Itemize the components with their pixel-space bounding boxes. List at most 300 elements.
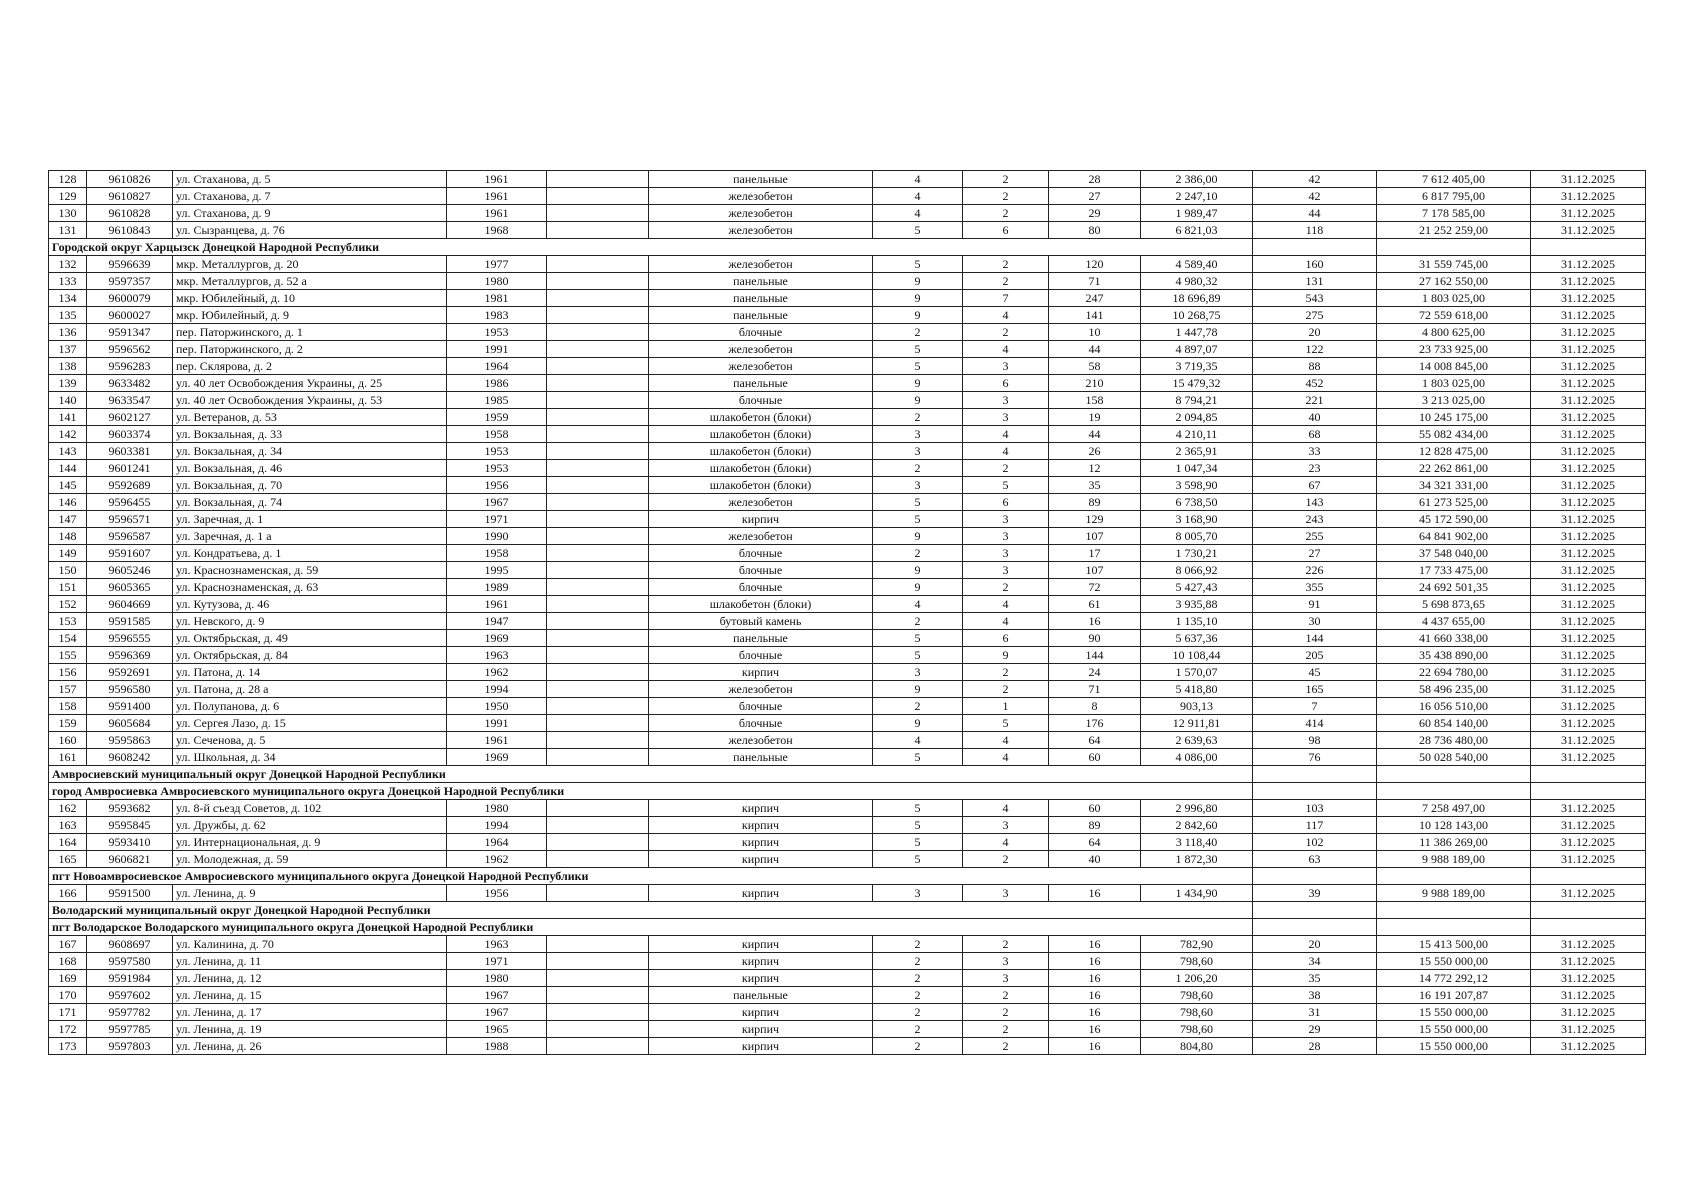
row-number-cell: 158 [49, 698, 87, 715]
area-cell: 2 094,85 [1141, 409, 1253, 426]
table-row [49, 630, 1646, 647]
deadline-cell: 31.12.2025 [1531, 698, 1646, 715]
registry-id-cell: 9597602 [87, 987, 173, 1004]
registry-id-cell: 9591984 [87, 970, 173, 987]
table-row [49, 511, 1646, 528]
apartments-cell: 24 [1049, 664, 1141, 681]
year-built-cell: 1969 [447, 630, 547, 647]
wall-material-cell: панельные [649, 749, 873, 766]
deadline-cell: 31.12.2025 [1531, 477, 1646, 494]
row-number-cell: 133 [49, 273, 87, 290]
year-built-cell: 1995 [447, 562, 547, 579]
entrances-cell: 3 [963, 545, 1049, 562]
registry-id-cell: 9610826 [87, 171, 173, 188]
empty-column-cell [547, 732, 649, 749]
empty-column-cell [547, 715, 649, 732]
year-built-cell: 1964 [447, 358, 547, 375]
wall-material-cell: железобетон [649, 494, 873, 511]
entrances-cell: 5 [963, 477, 1049, 494]
cost-cell: 3 213 025,00 [1377, 392, 1531, 409]
empty-column-cell [547, 987, 649, 1004]
address-cell: ул. Ленина, д. 11 [173, 953, 447, 970]
area-cell: 3 719,35 [1141, 358, 1253, 375]
entrances-cell: 3 [963, 953, 1049, 970]
entrances-cell: 4 [963, 800, 1049, 817]
empty-column-cell [547, 630, 649, 647]
deadline-cell: 31.12.2025 [1531, 562, 1646, 579]
cost-cell: 7 258 497,00 [1377, 800, 1531, 817]
address-cell: ул. Ленина, д. 17 [173, 1004, 447, 1021]
cost-cell: 31 559 745,00 [1377, 256, 1531, 273]
section-blank-cell [1253, 919, 1377, 936]
empty-column-cell [547, 290, 649, 307]
year-built-cell: 1991 [447, 341, 547, 358]
cost-cell: 10 245 175,00 [1377, 409, 1531, 426]
row-number-cell: 155 [49, 647, 87, 664]
row-number-cell: 154 [49, 630, 87, 647]
registry-id-cell: 9604669 [87, 596, 173, 613]
area-cell: 798,60 [1141, 1004, 1253, 1021]
apartments-cell: 141 [1049, 307, 1141, 324]
apartments-cell: 80 [1049, 222, 1141, 239]
year-built-cell: 1962 [447, 664, 547, 681]
table-row [49, 545, 1646, 562]
address-cell: ул. Вокзальная, д. 33 [173, 426, 447, 443]
wall-material-cell: шлакобетон (блоки) [649, 596, 873, 613]
entrances-cell: 3 [963, 562, 1049, 579]
floors-cell: 9 [873, 273, 963, 290]
address-cell: ул. 40 лет Освобождения Украины, д. 53 [173, 392, 447, 409]
entrances-cell: 2 [963, 256, 1049, 273]
apartments-cell: 12 [1049, 460, 1141, 477]
section-header-row [49, 783, 1646, 800]
year-built-cell: 1962 [447, 851, 547, 868]
year-built-cell: 1953 [447, 460, 547, 477]
floors-cell: 5 [873, 358, 963, 375]
table-row [49, 494, 1646, 511]
floors-cell: 2 [873, 613, 963, 630]
year-built-cell: 1989 [447, 579, 547, 596]
residents-cell: 275 [1253, 307, 1377, 324]
area-cell: 8 005,70 [1141, 528, 1253, 545]
year-built-cell: 1961 [447, 188, 547, 205]
apartments-cell: 16 [1049, 1021, 1141, 1038]
apartments-cell: 90 [1049, 630, 1141, 647]
deadline-cell: 31.12.2025 [1531, 290, 1646, 307]
area-cell: 798,60 [1141, 1021, 1253, 1038]
entrances-cell: 4 [963, 596, 1049, 613]
residents-cell: 76 [1253, 749, 1377, 766]
apartments-cell: 35 [1049, 477, 1141, 494]
section-blank-cell [1531, 239, 1646, 256]
year-built-cell: 1956 [447, 477, 547, 494]
empty-column-cell [547, 1004, 649, 1021]
area-cell: 18 696,89 [1141, 290, 1253, 307]
residents-cell: 20 [1253, 936, 1377, 953]
area-cell: 1 135,10 [1141, 613, 1253, 630]
registry-id-cell: 9592691 [87, 664, 173, 681]
residents-cell: 28 [1253, 1038, 1377, 1055]
section-title: пгт Новоамвросиевское Амвросиевского муниципального округа Донецкой Народной Республики [49, 868, 1141, 885]
floors-cell: 4 [873, 596, 963, 613]
registry-id-cell: 9596369 [87, 647, 173, 664]
residents-cell: 31 [1253, 1004, 1377, 1021]
wall-material-cell: кирпич [649, 885, 873, 902]
residents-cell: 118 [1253, 222, 1377, 239]
apartments-cell: 16 [1049, 936, 1141, 953]
address-cell: ул. Заречная, д. 1 а [173, 528, 447, 545]
entrances-cell: 4 [963, 443, 1049, 460]
residents-cell: 131 [1253, 273, 1377, 290]
section-blank-cell [1253, 783, 1377, 800]
registry-id-cell: 9591400 [87, 698, 173, 715]
row-number-cell: 163 [49, 817, 87, 834]
deadline-cell: 31.12.2025 [1531, 834, 1646, 851]
empty-column-cell [547, 171, 649, 188]
residents-cell: 29 [1253, 1021, 1377, 1038]
apartments-cell: 29 [1049, 205, 1141, 222]
housing-register-table [48, 170, 1646, 1055]
area-cell: 1 989,47 [1141, 205, 1253, 222]
area-cell: 2 247,10 [1141, 188, 1253, 205]
wall-material-cell: блочные [649, 392, 873, 409]
empty-column-cell [547, 936, 649, 953]
year-built-cell: 1961 [447, 596, 547, 613]
empty-column-cell [547, 358, 649, 375]
entrances-cell: 2 [963, 188, 1049, 205]
entrances-cell: 3 [963, 817, 1049, 834]
section-blank-cell [1141, 766, 1253, 783]
registry-id-cell: 9603381 [87, 443, 173, 460]
section-header-row [49, 919, 1646, 936]
registry-id-cell: 9603374 [87, 426, 173, 443]
section-blank-cell [1141, 902, 1253, 919]
year-built-cell: 1991 [447, 715, 547, 732]
apartments-cell: 16 [1049, 987, 1141, 1004]
residents-cell: 165 [1253, 681, 1377, 698]
residents-cell: 144 [1253, 630, 1377, 647]
floors-cell: 5 [873, 222, 963, 239]
deadline-cell: 31.12.2025 [1531, 188, 1646, 205]
apartments-cell: 16 [1049, 1004, 1141, 1021]
empty-column-cell [547, 834, 649, 851]
empty-column-cell [547, 341, 649, 358]
row-number-cell: 145 [49, 477, 87, 494]
floors-cell: 9 [873, 681, 963, 698]
apartments-cell: 60 [1049, 800, 1141, 817]
residents-cell: 67 [1253, 477, 1377, 494]
deadline-cell: 31.12.2025 [1531, 579, 1646, 596]
cost-cell: 58 496 235,00 [1377, 681, 1531, 698]
table-row [49, 664, 1646, 681]
area-cell: 3 598,90 [1141, 477, 1253, 494]
apartments-cell: 89 [1049, 494, 1141, 511]
year-built-cell: 1971 [447, 953, 547, 970]
wall-material-cell: кирпич [649, 817, 873, 834]
registry-id-cell: 9601241 [87, 460, 173, 477]
wall-material-cell: блочные [649, 562, 873, 579]
empty-column-cell [547, 375, 649, 392]
registry-id-cell: 9591585 [87, 613, 173, 630]
row-number-cell: 149 [49, 545, 87, 562]
row-number-cell: 166 [49, 885, 87, 902]
registry-id-cell: 9597803 [87, 1038, 173, 1055]
registry-id-cell: 9610843 [87, 222, 173, 239]
area-cell: 3 118,40 [1141, 834, 1253, 851]
deadline-cell: 31.12.2025 [1531, 528, 1646, 545]
row-number-cell: 159 [49, 715, 87, 732]
row-number-cell: 131 [49, 222, 87, 239]
entrances-cell: 2 [963, 681, 1049, 698]
section-blank-cell [1377, 902, 1531, 919]
entrances-cell: 2 [963, 579, 1049, 596]
floors-cell: 2 [873, 1038, 963, 1055]
cost-cell: 9 988 189,00 [1377, 851, 1531, 868]
registry-id-cell: 9600027 [87, 307, 173, 324]
area-cell: 2 996,80 [1141, 800, 1253, 817]
apartments-cell: 71 [1049, 273, 1141, 290]
cost-cell: 61 273 525,00 [1377, 494, 1531, 511]
cost-cell: 1 803 025,00 [1377, 375, 1531, 392]
wall-material-cell: кирпич [649, 953, 873, 970]
floors-cell: 3 [873, 664, 963, 681]
empty-column-cell [547, 494, 649, 511]
address-cell: ул. Патона, д. 14 [173, 664, 447, 681]
address-cell: ул. Стаханова, д. 7 [173, 188, 447, 205]
floors-cell: 2 [873, 409, 963, 426]
address-cell: мкр. Юбилейный, д. 9 [173, 307, 447, 324]
row-number-cell: 132 [49, 256, 87, 273]
registry-id-cell: 9596580 [87, 681, 173, 698]
cost-cell: 11 386 269,00 [1377, 834, 1531, 851]
table-row [49, 851, 1646, 868]
entrances-cell: 3 [963, 392, 1049, 409]
cost-cell: 55 082 434,00 [1377, 426, 1531, 443]
year-built-cell: 1969 [447, 749, 547, 766]
table-row [49, 647, 1646, 664]
section-title: Амвросиевский муниципальный округ Донецкой Народной Республики [49, 766, 1141, 783]
year-built-cell: 1965 [447, 1021, 547, 1038]
deadline-cell: 31.12.2025 [1531, 1038, 1646, 1055]
empty-column-cell [547, 222, 649, 239]
floors-cell: 5 [873, 630, 963, 647]
wall-material-cell: панельные [649, 171, 873, 188]
deadline-cell: 31.12.2025 [1531, 460, 1646, 477]
table-row [49, 290, 1646, 307]
registry-id-cell: 9597357 [87, 273, 173, 290]
apartments-cell: 176 [1049, 715, 1141, 732]
address-cell: ул. Заречная, д. 1 [173, 511, 447, 528]
apartments-cell: 144 [1049, 647, 1141, 664]
section-header-row [49, 766, 1646, 783]
wall-material-cell: блочные [649, 698, 873, 715]
year-built-cell: 1953 [447, 324, 547, 341]
area-cell: 2 386,00 [1141, 171, 1253, 188]
row-number-cell: 146 [49, 494, 87, 511]
address-cell: ул. Сызранцева, д. 76 [173, 222, 447, 239]
entrances-cell: 6 [963, 494, 1049, 511]
deadline-cell: 31.12.2025 [1531, 953, 1646, 970]
floors-cell: 9 [873, 392, 963, 409]
apartments-cell: 44 [1049, 426, 1141, 443]
wall-material-cell: блочные [649, 715, 873, 732]
registry-id-cell: 9633547 [87, 392, 173, 409]
entrances-cell: 6 [963, 222, 1049, 239]
floors-cell: 2 [873, 460, 963, 477]
year-built-cell: 1967 [447, 1004, 547, 1021]
registry-id-cell: 9591607 [87, 545, 173, 562]
floors-cell: 2 [873, 970, 963, 987]
residents-cell: 45 [1253, 664, 1377, 681]
cost-cell: 28 736 480,00 [1377, 732, 1531, 749]
address-cell: пер. Паторжинского, д. 1 [173, 324, 447, 341]
cost-cell: 22 262 861,00 [1377, 460, 1531, 477]
address-cell: ул. Кутузова, д. 46 [173, 596, 447, 613]
year-built-cell: 1958 [447, 426, 547, 443]
floors-cell: 5 [873, 800, 963, 817]
wall-material-cell: панельные [649, 630, 873, 647]
residents-cell: 117 [1253, 817, 1377, 834]
year-built-cell: 1961 [447, 171, 547, 188]
row-number-cell: 134 [49, 290, 87, 307]
entrances-cell: 3 [963, 885, 1049, 902]
area-cell: 4 589,40 [1141, 256, 1253, 273]
year-built-cell: 1958 [447, 545, 547, 562]
deadline-cell: 31.12.2025 [1531, 970, 1646, 987]
entrances-cell: 2 [963, 1038, 1049, 1055]
residents-cell: 205 [1253, 647, 1377, 664]
residents-cell: 160 [1253, 256, 1377, 273]
address-cell: ул. Невского, д. 9 [173, 613, 447, 630]
deadline-cell: 31.12.2025 [1531, 341, 1646, 358]
floors-cell: 2 [873, 545, 963, 562]
section-blank-cell [1253, 239, 1377, 256]
deadline-cell: 31.12.2025 [1531, 256, 1646, 273]
floors-cell: 5 [873, 749, 963, 766]
apartments-cell: 27 [1049, 188, 1141, 205]
address-cell: ул. Сергея Лазо, д. 15 [173, 715, 447, 732]
apartments-cell: 58 [1049, 358, 1141, 375]
wall-material-cell: бутовый камень [649, 613, 873, 630]
residents-cell: 30 [1253, 613, 1377, 630]
residents-cell: 42 [1253, 171, 1377, 188]
entrances-cell: 3 [963, 358, 1049, 375]
address-cell: ул. Дружбы, д. 62 [173, 817, 447, 834]
cost-cell: 45 172 590,00 [1377, 511, 1531, 528]
residents-cell: 20 [1253, 324, 1377, 341]
floors-cell: 5 [873, 494, 963, 511]
apartments-cell: 16 [1049, 970, 1141, 987]
entrances-cell: 6 [963, 630, 1049, 647]
residents-cell: 143 [1253, 494, 1377, 511]
address-cell: ул. Кондратьева, д. 1 [173, 545, 447, 562]
wall-material-cell: железобетон [649, 222, 873, 239]
area-cell: 798,60 [1141, 987, 1253, 1004]
wall-material-cell: железобетон [649, 732, 873, 749]
deadline-cell: 31.12.2025 [1531, 664, 1646, 681]
address-cell: ул. Краснознаменская, д. 59 [173, 562, 447, 579]
apartments-cell: 16 [1049, 1038, 1141, 1055]
entrances-cell: 3 [963, 409, 1049, 426]
floors-cell: 9 [873, 290, 963, 307]
apartments-cell: 8 [1049, 698, 1141, 715]
deadline-cell: 31.12.2025 [1531, 630, 1646, 647]
deadline-cell: 31.12.2025 [1531, 715, 1646, 732]
empty-column-cell [547, 426, 649, 443]
registry-id-cell: 9596571 [87, 511, 173, 528]
year-built-cell: 1983 [447, 307, 547, 324]
address-cell: ул. Полупанова, д. 6 [173, 698, 447, 715]
entrances-cell: 2 [963, 851, 1049, 868]
entrances-cell: 2 [963, 324, 1049, 341]
address-cell: ул. Школьная, д. 34 [173, 749, 447, 766]
address-cell: ул. Ленина, д. 12 [173, 970, 447, 987]
section-blank-cell [1377, 239, 1531, 256]
table-row [49, 936, 1646, 953]
entrances-cell: 9 [963, 647, 1049, 664]
cost-cell: 9 988 189,00 [1377, 885, 1531, 902]
area-cell: 15 479,32 [1141, 375, 1253, 392]
year-built-cell: 1967 [447, 987, 547, 1004]
cost-cell: 15 413 500,00 [1377, 936, 1531, 953]
address-cell: мкр. Юбилейный, д. 10 [173, 290, 447, 307]
registry-id-cell: 9596587 [87, 528, 173, 545]
wall-material-cell: железобетон [649, 205, 873, 222]
wall-material-cell: шлакобетон (блоки) [649, 443, 873, 460]
empty-column-cell [547, 613, 649, 630]
table-row [49, 392, 1646, 409]
cost-cell: 14 008 845,00 [1377, 358, 1531, 375]
address-cell: ул. 40 лет Освобождения Украины, д. 25 [173, 375, 447, 392]
address-cell: ул. Сеченова, д. 5 [173, 732, 447, 749]
apartments-cell: 16 [1049, 885, 1141, 902]
row-number-cell: 164 [49, 834, 87, 851]
entrances-cell: 4 [963, 613, 1049, 630]
row-number-cell: 130 [49, 205, 87, 222]
cost-cell: 60 854 140,00 [1377, 715, 1531, 732]
year-built-cell: 1994 [447, 681, 547, 698]
address-cell: мкр. Металлургов, д. 52 а [173, 273, 447, 290]
cost-cell: 17 733 475,00 [1377, 562, 1531, 579]
section-blank-cell [1377, 919, 1531, 936]
entrances-cell: 2 [963, 987, 1049, 1004]
residents-cell: 38 [1253, 987, 1377, 1004]
table-row [49, 341, 1646, 358]
empty-column-cell [547, 409, 649, 426]
wall-material-cell: блочные [649, 324, 873, 341]
section-blank-cell [1141, 239, 1253, 256]
year-built-cell: 1961 [447, 205, 547, 222]
area-cell: 5 427,43 [1141, 579, 1253, 596]
empty-column-cell [547, 596, 649, 613]
wall-material-cell: кирпич [649, 1004, 873, 1021]
cost-cell: 64 841 902,00 [1377, 528, 1531, 545]
residents-cell: 355 [1253, 579, 1377, 596]
address-cell: пер. Склярова, д. 2 [173, 358, 447, 375]
area-cell: 8 794,21 [1141, 392, 1253, 409]
registry-id-cell: 9596639 [87, 256, 173, 273]
residents-cell: 221 [1253, 392, 1377, 409]
row-number-cell: 136 [49, 324, 87, 341]
entrances-cell: 3 [963, 528, 1049, 545]
cost-cell: 37 548 040,00 [1377, 545, 1531, 562]
deadline-cell: 31.12.2025 [1531, 732, 1646, 749]
registry-id-cell: 9610828 [87, 205, 173, 222]
deadline-cell: 31.12.2025 [1531, 1004, 1646, 1021]
address-cell: ул. Октябрьская, д. 84 [173, 647, 447, 664]
deadline-cell: 31.12.2025 [1531, 545, 1646, 562]
row-number-cell: 152 [49, 596, 87, 613]
